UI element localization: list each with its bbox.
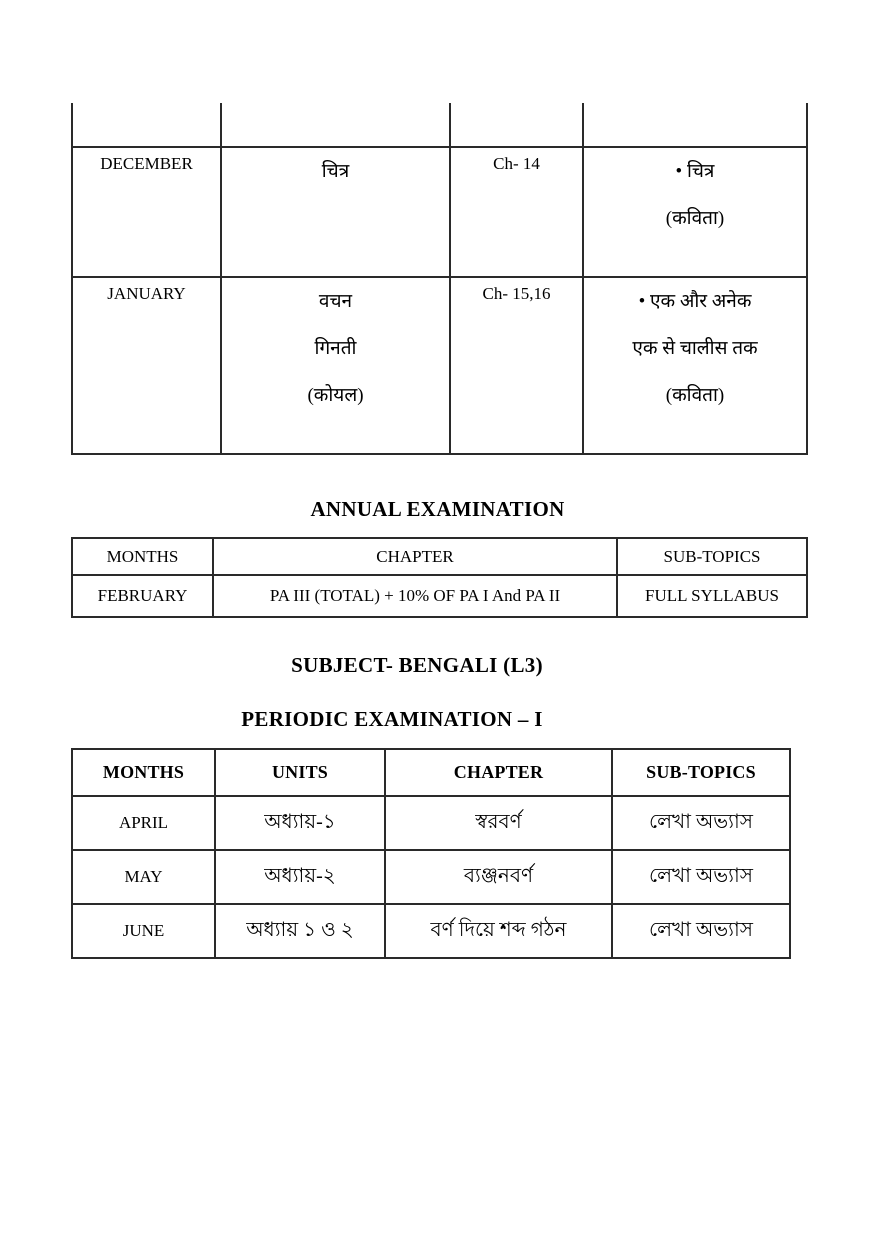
chapter-cell: বর্ণ দিয়ে শব্দ গঠন: [385, 904, 612, 958]
annual-examination-heading: ANNUAL EXAMINATION: [310, 497, 565, 521]
annual-examination-table: [71, 537, 808, 618]
empty-cell: [221, 103, 450, 147]
subtopics-cell: লেখা অভ্যাস: [612, 850, 790, 904]
month-cell: FEBRUARY: [72, 575, 213, 617]
unit-line: गिनती: [314, 338, 357, 359]
header-units: UNITS: [215, 749, 385, 796]
table-row-april: [72, 796, 790, 850]
subtopic-line: (कविता): [665, 208, 725, 229]
table-header-row: [72, 749, 790, 796]
chapter-cell: [450, 277, 583, 454]
subtopic-line: (कविता): [665, 385, 725, 406]
subtopic-line: एक से चालीस तक: [632, 338, 758, 359]
header-chapter: CHAPTER: [213, 538, 617, 575]
chapter-cell: [450, 147, 583, 277]
units-cell: [221, 277, 450, 454]
unit-line: चित्र: [321, 161, 350, 182]
table-row-february: [72, 575, 807, 617]
subtopics-cell: লেখা অভ্যাস: [612, 904, 790, 958]
header-months: MONTHS: [72, 749, 215, 796]
month-cell: MAY: [72, 850, 215, 904]
units-cell: অধ্যায়-২: [215, 850, 385, 904]
subtopic-line: • चित्र: [675, 161, 715, 182]
month-label: JANUARY: [107, 284, 186, 303]
units-cell: [221, 147, 450, 277]
table-row-june: [72, 904, 790, 958]
month-cell: [72, 277, 221, 454]
chapter-cell: স্বরবর্ণ: [385, 796, 612, 850]
empty-cell: [72, 103, 221, 147]
chapter-cell: PA III (TOTAL) + 10% OF PA I And PA II: [213, 575, 617, 617]
unit-line: (कोयल): [307, 385, 364, 406]
header-subtopics: SUB-TOPICS: [617, 538, 807, 575]
subtopics-cell: FULL SYLLABUS: [617, 575, 807, 617]
bengali-periodic-table: [71, 748, 791, 959]
chapter-label: Ch- 14: [493, 154, 540, 173]
subject-bengali-heading: SUBJECT- BENGALI (L3): [291, 653, 543, 677]
unit-line: वचन: [318, 291, 353, 312]
month-cell: JUNE: [72, 904, 215, 958]
month-cell: APRIL: [72, 796, 215, 850]
chapter-label: Ch- 15,16: [482, 284, 551, 303]
month-label: DECEMBER: [100, 154, 193, 173]
month-cell: [72, 147, 221, 277]
table-row-january: [72, 277, 807, 454]
units-cell: অধ্যায়-১: [215, 796, 385, 850]
table-row-partial: [72, 103, 807, 147]
empty-cell: [583, 103, 807, 147]
subtopics-cell: [583, 147, 807, 277]
table-row-december: [72, 147, 807, 277]
periodic-examination-1-heading: PERIODIC EXAMINATION – I: [241, 707, 543, 731]
subtopics-cell: [583, 277, 807, 454]
table-header-row: [72, 538, 807, 575]
header-months: MONTHS: [72, 538, 213, 575]
units-cell: অধ্যায় ১ ও ২: [215, 904, 385, 958]
subtopics-cell: লেখা অভ্যাস: [612, 796, 790, 850]
header-subtopics: SUB-TOPICS: [612, 749, 790, 796]
subtopic-line: • एक और अनेक: [638, 291, 752, 312]
empty-cell: [450, 103, 583, 147]
periodic-exam-continued-table: [71, 103, 808, 455]
table-row-may: [72, 850, 790, 904]
header-chapter: CHAPTER: [385, 749, 612, 796]
chapter-cell: ব্যঞ্জনবর্ণ: [385, 850, 612, 904]
